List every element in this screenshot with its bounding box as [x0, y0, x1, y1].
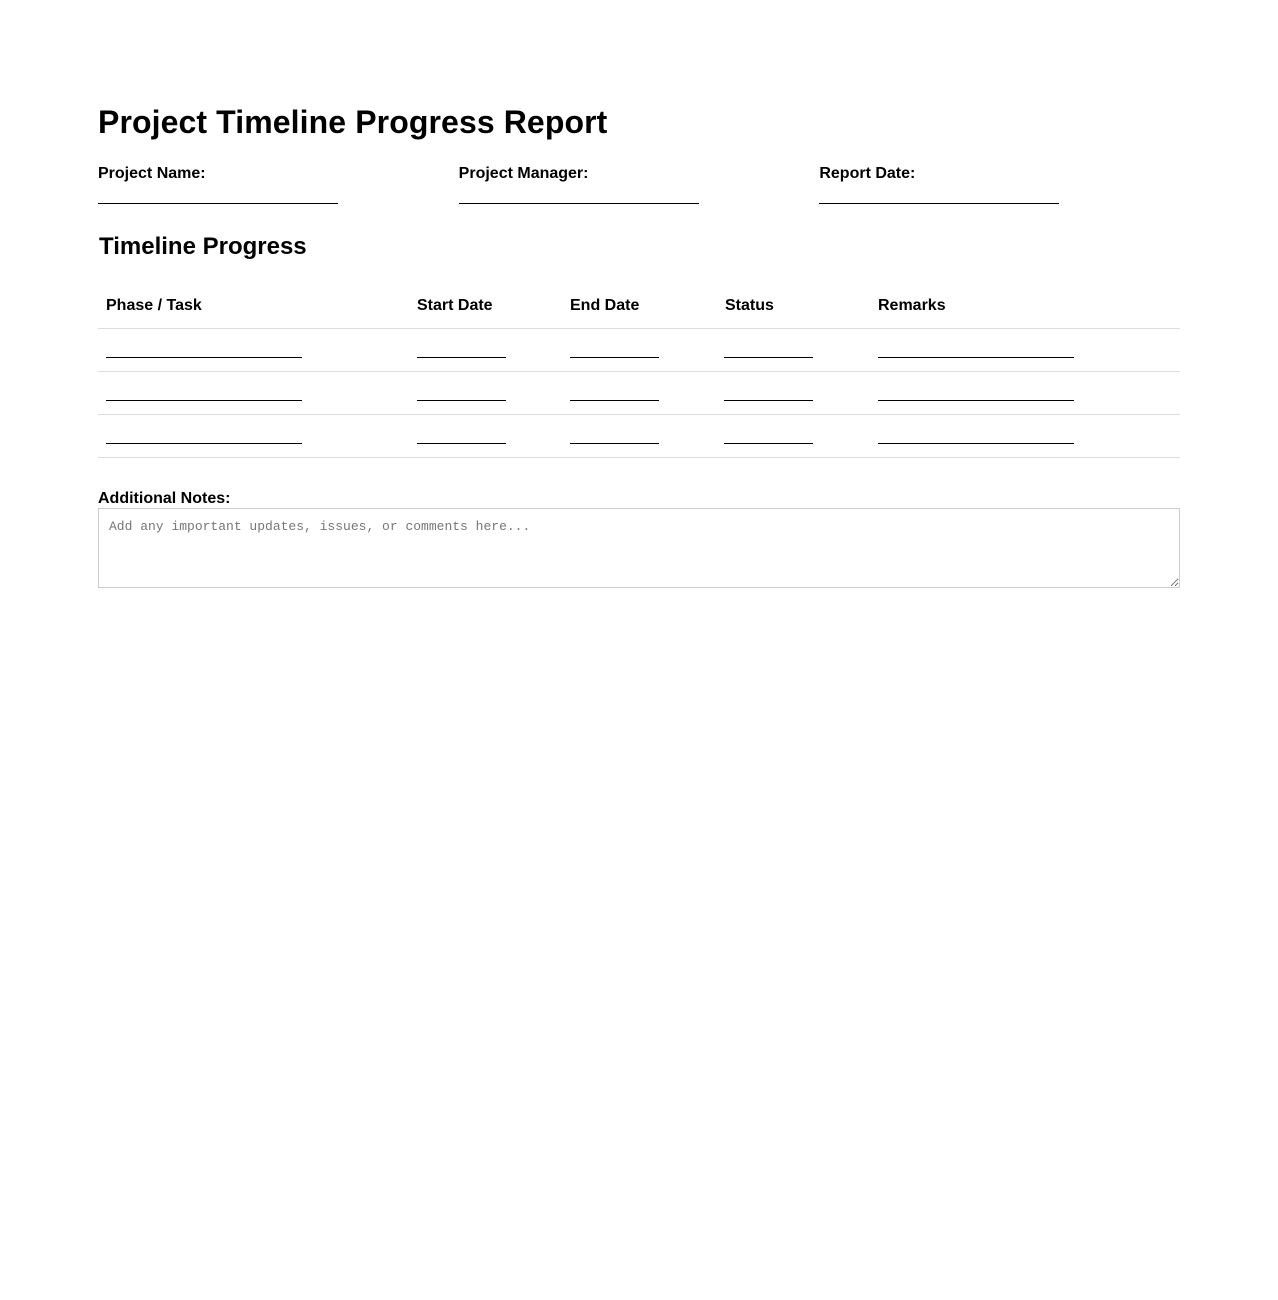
cell-status[interactable] — [717, 415, 870, 458]
project-manager-blank[interactable] — [459, 203, 699, 204]
project-manager-field[interactable] — [459, 164, 820, 204]
additional-notes-label: Additional Notes: — [98, 490, 231, 507]
cell-end-date[interactable] — [562, 415, 717, 458]
cell-status[interactable] — [717, 329, 870, 372]
section-title: Timeline Progress — [99, 233, 307, 260]
status-blank[interactable] — [724, 357, 813, 358]
report-date-label: Report Date: — [819, 165, 916, 182]
col-header-end-date: End Date — [562, 284, 717, 329]
col-header-remarks: Remarks — [870, 284, 1180, 329]
col-header-start-date: Start Date — [409, 284, 562, 329]
cell-remarks[interactable] — [870, 372, 1180, 415]
cell-start-date[interactable] — [409, 415, 562, 458]
cell-start-date[interactable] — [409, 329, 562, 372]
header-fields — [98, 164, 1180, 204]
start-date-blank[interactable] — [417, 357, 506, 358]
report-date-blank[interactable] — [819, 203, 1059, 204]
project-name-label: Project Name: — [98, 165, 206, 182]
cell-phase-task[interactable] — [98, 329, 409, 372]
table-row — [98, 415, 1180, 458]
status-blank[interactable] — [724, 443, 813, 444]
phase-task-blank[interactable] — [106, 443, 302, 444]
project-manager-label: Project Manager: — [458, 165, 589, 182]
cell-phase-task[interactable] — [98, 372, 409, 415]
cell-phase-task[interactable] — [98, 415, 409, 458]
remarks-blank[interactable] — [878, 400, 1074, 401]
cell-end-date[interactable] — [562, 372, 717, 415]
remarks-blank[interactable] — [878, 443, 1074, 444]
end-date-blank[interactable] — [570, 400, 659, 401]
start-date-blank[interactable] — [417, 400, 506, 401]
project-name-blank[interactable] — [98, 203, 338, 204]
cell-start-date[interactable] — [409, 372, 562, 415]
end-date-blank[interactable] — [570, 357, 659, 358]
cell-remarks[interactable] — [870, 415, 1180, 458]
phase-task-blank[interactable] — [106, 357, 302, 358]
cell-remarks[interactable] — [870, 329, 1180, 372]
col-header-status: Status — [717, 284, 870, 329]
report-form — [98, 100, 1180, 507]
report-date-field[interactable] — [819, 164, 1180, 204]
start-date-blank[interactable] — [417, 443, 506, 444]
remarks-blank[interactable] — [878, 357, 1074, 358]
table-header-row — [98, 284, 1180, 329]
col-header-phase-task: Phase / Task — [98, 284, 409, 329]
table-row — [98, 372, 1180, 415]
additional-notes-textarea[interactable] — [98, 508, 1180, 588]
page-title: Project Timeline Progress Report — [98, 104, 608, 140]
table-row — [98, 329, 1180, 372]
status-blank[interactable] — [724, 400, 813, 401]
end-date-blank[interactable] — [570, 443, 659, 444]
project-name-field[interactable] — [98, 164, 459, 204]
timeline-table — [98, 284, 1180, 458]
cell-end-date[interactable] — [562, 329, 717, 372]
phase-task-blank[interactable] — [106, 400, 302, 401]
cell-status[interactable] — [717, 372, 870, 415]
